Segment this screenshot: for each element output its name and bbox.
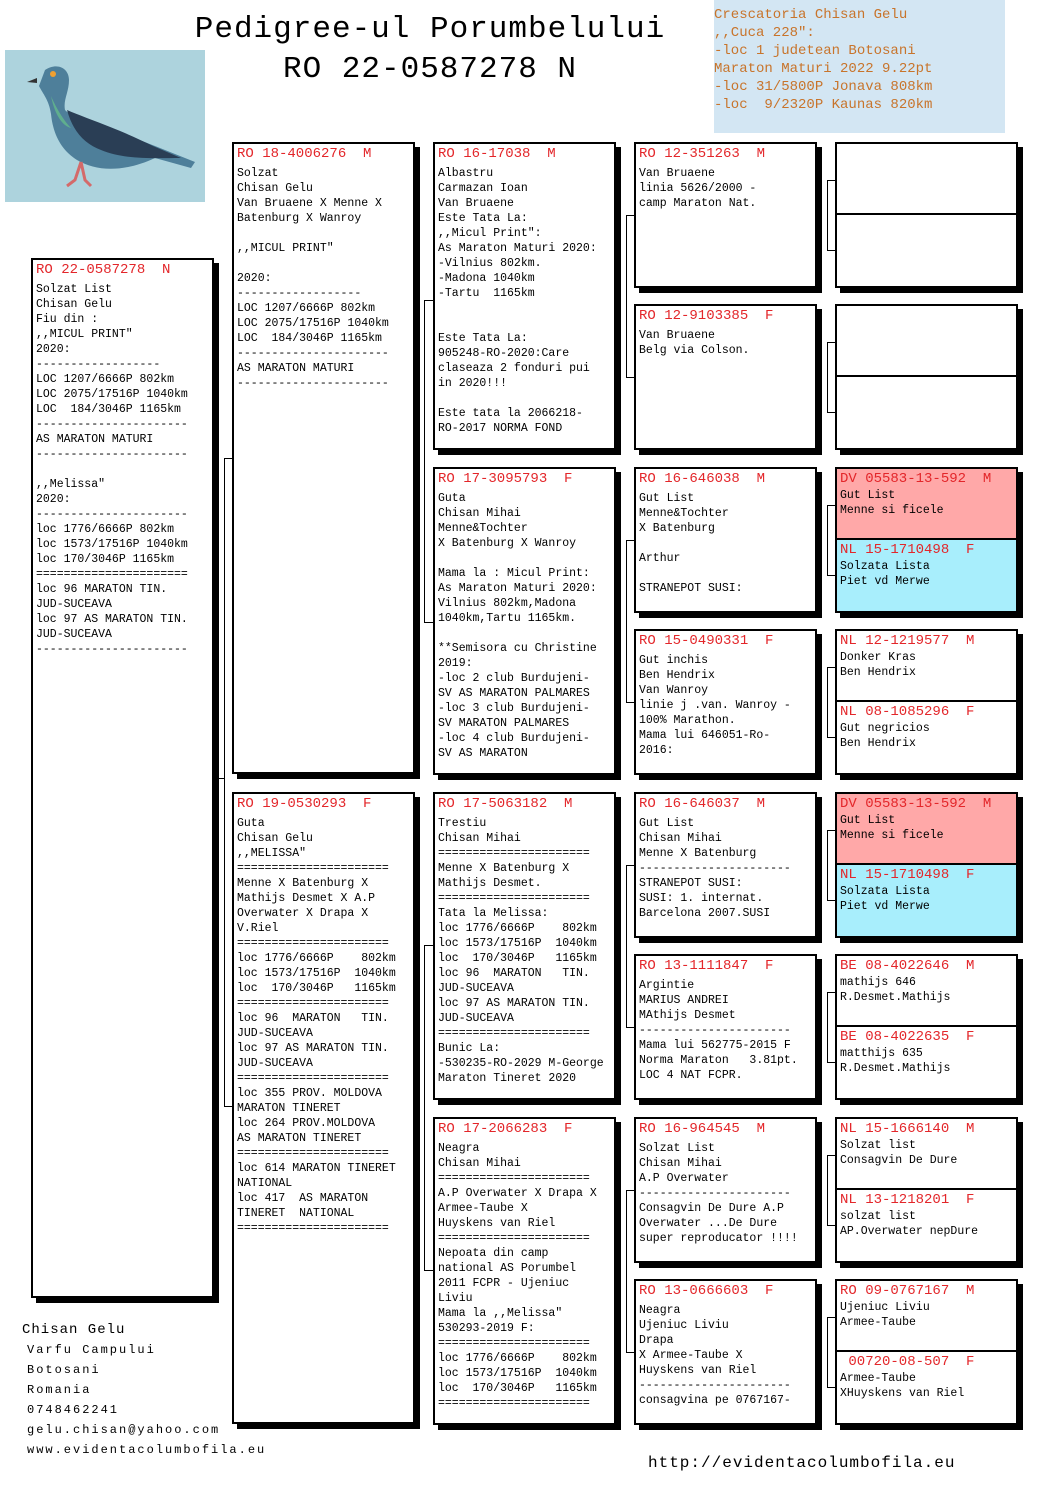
gggp-sire	[837, 794, 1016, 865]
connector-line	[827, 1062, 835, 1063]
gggp-pair-card	[835, 304, 1018, 450]
connector-line	[827, 412, 835, 413]
connector-line	[827, 1317, 828, 1387]
connector-line	[626, 1027, 634, 1028]
grandparent-card	[433, 467, 616, 775]
pigeon-notes: Gut List Menne&Tochter X Batenburg Arthur STRANEPOT SUSI:	[639, 492, 743, 595]
connector-line	[827, 505, 828, 575]
connector-line	[827, 575, 835, 576]
gggp-pair-card	[835, 142, 1018, 288]
gggp-sire	[837, 306, 1016, 377]
pigeon-notes: matthijs 635 R.Desmet.Mathijs	[840, 1047, 951, 1075]
ring-number: RO 22-0587278 N	[36, 262, 171, 278]
connector-line	[827, 992, 835, 993]
pigeon-notes: Solzat List Chisan Mihai A.P Overwater ---------------------- Consagvin De Dure A.P Overwater ...De Dure super reproducator !!!!	[639, 1142, 798, 1245]
connector-line	[827, 667, 828, 737]
gggp-dam	[837, 865, 1016, 936]
ring-number: RO 15-0490331 F	[639, 633, 774, 649]
ring-number: NL 12-1219577 M	[840, 633, 975, 649]
connector-line	[827, 180, 828, 250]
connector-line	[827, 1387, 835, 1388]
pigeon-notes: Gut List Menne si ficele	[840, 489, 944, 517]
pigeon-notes: mathijs 646 R.Desmet.Mathijs	[840, 976, 951, 1004]
connector-line	[424, 945, 425, 1270]
pigeon-notes: Van Bruaene linia 5626/2000 - camp Maraton Nat.	[639, 167, 757, 210]
ring-number: RO 16-17038 M	[438, 146, 556, 162]
gggp-sire	[837, 1281, 1016, 1352]
ring-number: RO 16-646037 M	[639, 796, 766, 812]
grandparent-card	[433, 142, 616, 450]
ring-number: NL 15-1710498 F	[840, 867, 975, 883]
breeder-info-box	[714, 0, 1005, 133]
pigeon-notes: Gut inchis Ben Hendrix Van Wanroy linie j .van. Wanroy - 100% Marathon. Mama lui 646051-Ro- 2016:	[639, 654, 791, 757]
connector-line	[214, 778, 224, 779]
connector-line	[626, 377, 634, 378]
gggp-sire	[837, 1119, 1016, 1190]
pigeon-notes: Gut List Chisan Mihai Menne X Batenburg ---------------------- STRANEPOT SUSI: SUSI: 1. internat. Barcelona 2007.SUSI	[639, 817, 791, 920]
connector-line	[626, 540, 634, 541]
ring-number: RO 13-0666603 F	[639, 1283, 774, 1299]
main-pigeon-card	[31, 258, 214, 1298]
gggp-sire	[837, 469, 1016, 540]
ring-number	[837, 144, 1016, 146]
grandparent-card	[433, 1117, 616, 1425]
gggp-dam	[837, 377, 1016, 448]
ring-number	[837, 377, 1016, 379]
gggp-dam	[837, 1352, 1016, 1423]
pigeon-notes: Solzata Lista Piet vd Merwe	[840, 560, 930, 588]
connector-line	[827, 1317, 835, 1318]
ring-number: BE 08-4022646 M	[840, 958, 975, 974]
sire-card	[232, 142, 415, 774]
contact-line: 0748462241	[27, 1403, 120, 1417]
gggp-dam	[837, 702, 1016, 773]
pigeon-notes: Neagra Ujeniuc Liviu Drapa X Armee-Taube X Huyskens van Riel ---------------------- consagvina pe 0767167-	[639, 1304, 791, 1407]
pigeon-notes: Gut negricios Ben Hendrix	[840, 722, 930, 750]
pigeon-notes: Armee-Taube XHuyskens van Riel	[840, 1372, 965, 1400]
connector-line	[827, 1225, 835, 1226]
grandparent-card	[433, 792, 616, 1100]
gggp-pair-card	[835, 467, 1018, 613]
ring-number	[837, 215, 1016, 217]
pigeon-notes: Solzat list Consagvin De Dure	[840, 1139, 958, 1167]
info-line: -loc 31/5800P Jonava 808km	[714, 79, 933, 95]
gggp-pair-card	[835, 954, 1018, 1100]
contact-email[interactable]: gelu.chisan@yahoo.com	[27, 1423, 221, 1437]
ring-number: DV 05583-13-592 M	[840, 796, 992, 812]
title-line-2: RO 22-0587278 N	[282, 52, 578, 87]
ring-number: RO 16-964545 M	[639, 1121, 766, 1137]
website-link[interactable]: http://evidentacolumbofila.eu	[648, 1454, 956, 1472]
ring-number: RO 19-0530293 F	[237, 796, 372, 812]
connector-line	[626, 865, 634, 866]
pigeon-notes: Solzat List Chisan Gelu Fiu din : ,,MICUL PRINT" 2020: ------------------ LOC 1207/6666P 802km LOC 2075/17516P 1040km LOC 184/3046P 1165km ---------------------- AS MARATON MATURI ---------------------- ,,Melissa" 2020: ---------------------- loc 1776/6666P 802km loc 1573/17516P 1040km loc 170/3046P 1165km ====================== loc 96 MARATON TIN. JUD-SUCEAVA loc 97 AS MARATON TIN. JUD-SUCEAVA ----------------------	[36, 283, 188, 656]
pigeon-notes: solzat list AP.Overwater nepDure	[840, 1210, 979, 1238]
connector-line	[224, 458, 225, 1106]
ring-number: RO 12-351263 M	[639, 146, 766, 162]
ring-number: BE 08-4022635 F	[840, 1029, 975, 1045]
gggp-sire	[837, 631, 1016, 702]
great-grandparent-card	[634, 629, 817, 775]
info-line: Maraton Maturi 2022 9.22pt	[714, 61, 933, 77]
great-grandparent-card	[634, 1117, 817, 1263]
connector-line	[626, 1352, 634, 1353]
ring-number: RO 18-4006276 M	[237, 146, 372, 162]
ring-number: RO 12-9103385 F	[639, 308, 774, 324]
connector-line	[827, 830, 828, 900]
connector-line	[626, 540, 627, 702]
connector-line	[827, 342, 828, 412]
connector-line	[827, 505, 835, 506]
page-title	[190, 10, 670, 90]
ring-number: 00720-08-507 F	[840, 1354, 975, 1370]
great-grandparent-card	[634, 142, 817, 288]
connector-line	[827, 1155, 828, 1225]
pigeon-notes: Solzat Chisan Gelu Van Bruaene X Menne X Batenburg X Wanroy ,,MICUL PRINT" 2020: ------------------ LOC 1207/6666P 802km LOC 2075/17516P 1040km LOC 184/3046P 1165km ---------------------- AS MARATON MATURI ----------------------	[237, 167, 389, 390]
pigeon-notes: Donker Kras Ben Hendrix	[840, 651, 916, 679]
connector-line	[626, 1190, 634, 1191]
title-line-1: Pedigree-ul Porumbelului	[194, 12, 666, 47]
pigeon-illustration	[5, 50, 205, 202]
contact-line: Botosani	[27, 1363, 101, 1377]
great-grandparent-card	[634, 1279, 817, 1425]
gggp-pair-card	[835, 792, 1018, 938]
connector-line	[827, 342, 835, 343]
ring-number: RO 17-3095793 F	[438, 471, 573, 487]
ring-number: NL 15-1666140 M	[840, 1121, 975, 1137]
info-line: -loc 9/2320P Kaunas 820km	[714, 97, 933, 113]
gggp-dam	[837, 1027, 1016, 1098]
info-line: -loc 1 judetean Botosani	[714, 43, 916, 59]
gggp-pair-card	[835, 1279, 1018, 1425]
connector-line	[626, 1190, 627, 1352]
connector-line	[827, 1155, 835, 1156]
ring-number: NL 15-1710498 F	[840, 542, 975, 558]
gggp-dam	[837, 540, 1016, 611]
contact-line: Varfu Campului	[27, 1343, 156, 1357]
gggp-sire	[837, 956, 1016, 1027]
connector-line	[827, 667, 835, 668]
connector-line	[827, 830, 835, 831]
gggp-dam	[837, 215, 1016, 286]
ring-number: RO 17-2066283 F	[438, 1121, 573, 1137]
ring-number: RO 17-5063182 M	[438, 796, 573, 812]
pigeon-notes: Neagra Chisan Mihai ====================== A.P Overwater X Drapa X Armee-Taube X Huyskens van Riel ====================== Nepoata din camp national AS Porumbel 2011 FCPR - Ujeniuc Liviu Mama la ,,Melissa" 530293-2019 F: ====================== loc 1776/6666P 802km loc 1573/17516P 1040km loc 170/3046P 1165km ======================	[438, 1142, 597, 1410]
connector-line	[626, 702, 634, 703]
pigeon-notes: Solzata Lista Piet vd Merwe	[840, 885, 930, 913]
great-grandparent-card	[634, 792, 817, 938]
connector-line	[827, 900, 835, 901]
connector-line	[626, 865, 627, 1027]
pigeon-notes: Ujeniuc Liviu Armee-Taube	[840, 1301, 930, 1329]
pigeon-notes: Van Bruaene Belg via Colson.	[639, 329, 750, 357]
breeder-contact	[22, 1320, 266, 1460]
ring-number: RO 16-646038 M	[639, 471, 766, 487]
connector-line	[424, 300, 425, 622]
ring-number	[837, 306, 1016, 308]
connector-line	[827, 737, 835, 738]
pigeon-notes: Albastru Carmazan Ioan Van Bruaene Este Tata La: ,,Micul Print": As Maraton Maturi 2020: -Vilnius 802km. -Madona 1040km -Tartu 1165km Este Tata La: 905248-RO-2020:Care claseaza 2 fonduri pui in 2020!!! Este tata la 2066218- RO-2017 NORMA FOND	[438, 167, 597, 435]
pigeon-notes: Guta Chisan Mihai Menne&Tochter X Batenburg X Wanroy Mama la : Micul Print: As Maraton Maturi 2020: Vilnius 802km,Madona 1040km,Tartu 1165km. **Semisora cu Christine 2019: -loc 2 club Burdujeni- SV AS MARATON PALMARES -loc 3 club Burdujeni- SV MARATON PALMARES -loc 4 club Burdujeni- SV AS MARATON	[438, 492, 597, 760]
great-grandparent-card	[634, 304, 817, 450]
gggp-pair-card	[835, 629, 1018, 775]
breeder-name: Chisan Gelu	[22, 1322, 126, 1338]
connector-line	[827, 992, 828, 1062]
great-grandparent-card	[634, 954, 817, 1100]
ring-number: RO 13-1111847 F	[639, 958, 774, 974]
great-grandparent-card	[634, 467, 817, 613]
contact-line: Romania	[27, 1383, 92, 1397]
connector-line	[626, 215, 627, 377]
connector-line	[827, 250, 835, 251]
pigeon-notes: Gut List Menne si ficele	[840, 814, 944, 842]
ring-number: RO 09-0767167 M	[840, 1283, 975, 1299]
gggp-pair-card	[835, 1117, 1018, 1263]
info-line: Crescatoria Chisan Gelu	[714, 7, 908, 23]
contact-website[interactable]: www.evidentacolumbofila.eu	[27, 1443, 267, 1457]
pigeon-notes: Guta Chisan Gelu ,,MELISSA" ====================== Menne X Batenburg X Mathijs Desmet X A.P Overwater X Drapa X V.Riel ====================== loc 1776/6666P 802km loc 1573/17516P 1040km loc 170/3046P 1165km ====================== loc 96 MARATON TIN. JUD-SUCEAVA loc 97 AS MARATON TIN. JUD-SUCEAVA ====================== loc 355 PROV. MOLDOVA MARATON TINERET loc 264 PROV.MOLDOVA AS MARATON TINERET ====================== loc 614 MARATON TINERET NATIONAL loc 417 AS MARATON TINERET NATIONAL ======================	[237, 817, 396, 1235]
gggp-sire	[837, 144, 1016, 215]
info-line: ,,Cuca 228":	[714, 25, 815, 41]
pigeon-notes: Argintie MARIUS ANDREI MAthijs Desmet ---------------------- Mama lui 562775-2015 F Norma Maraton 3.81pt. LOC 4 NAT FCPR.	[639, 979, 798, 1082]
ring-number: NL 08-1085296 F	[840, 704, 975, 720]
connector-line	[827, 180, 835, 181]
ring-number: NL 13-1218201 F	[840, 1192, 975, 1208]
pigeon-notes: Trestiu Chisan Mihai ====================== Menne X Batenburg X Mathijs Desmet. ====================== Tata la Melissa: loc 1776/6666P 802km loc 1573/17516P 1040km loc 170/3046P 1165km loc 96 MARATON TIN. JUD-SUCEAVA loc 97 AS MARATON TIN. JUD-SUCEAVA ====================== Bunic La: -530235-RO-2029 M-George Maraton Tineret 2020	[438, 817, 604, 1085]
gggp-dam	[837, 1190, 1016, 1261]
pigeon-photo	[5, 50, 205, 202]
connector-line	[626, 215, 634, 216]
ring-number: DV 05583-13-592 M	[840, 471, 992, 487]
